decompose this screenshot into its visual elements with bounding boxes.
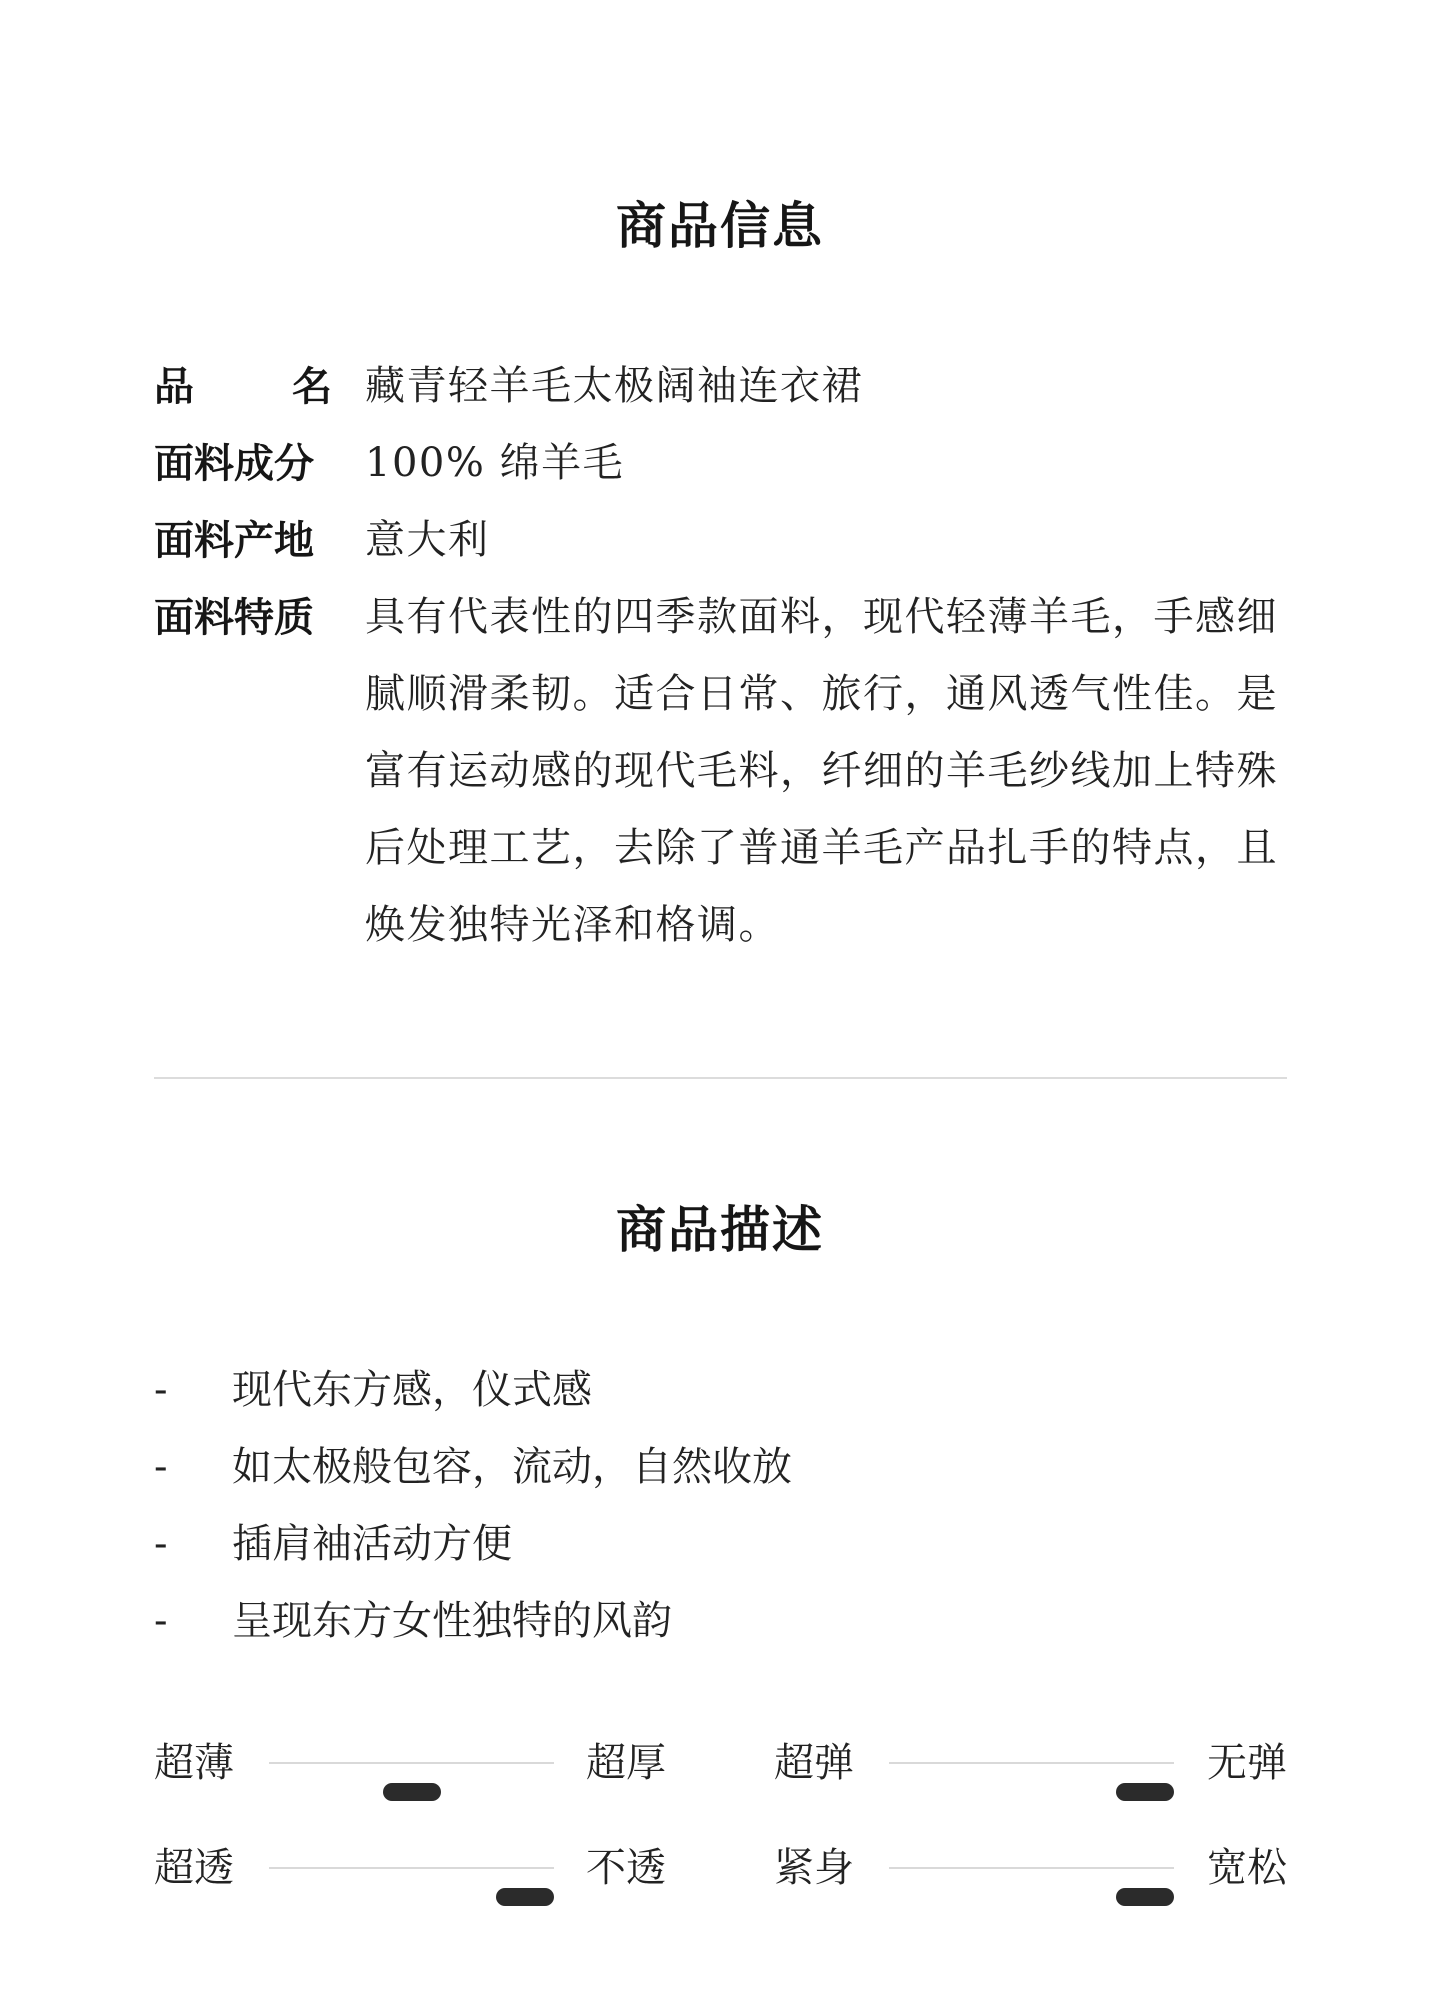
scale-left-label: 超弹 <box>774 1740 854 1786</box>
info-label-name <box>154 348 332 425</box>
opacity-scale <box>154 1838 666 1898</box>
description-list <box>154 1352 792 1660</box>
info-label-name-char: 名 <box>292 363 332 410</box>
scale-left-label: 超薄 <box>154 1740 234 1786</box>
list-item <box>154 1429 792 1506</box>
info-value-name: 藏青轻羊毛太极阔袖连衣裙 <box>365 363 863 409</box>
info-row-origin <box>154 502 1294 579</box>
thickness-scale <box>154 1733 666 1793</box>
scale-right-label: 无弹 <box>1207 1740 1287 1786</box>
list-item <box>154 1506 792 1583</box>
list-item-text: 呈现东方女性独特的风韵 <box>232 1598 672 1644</box>
list-item-text: 如太极般包容，流动，自然收放 <box>232 1444 792 1490</box>
scale-indicator <box>496 1888 554 1906</box>
info-label-feature: 面料特质 <box>154 594 314 641</box>
list-item-text: 插肩袖活动方便 <box>232 1521 512 1567</box>
scale-track <box>269 1867 554 1869</box>
product-description-title: 商品描述 <box>616 1200 824 1259</box>
info-row-name <box>154 348 1294 425</box>
info-label-composition: 面料成分 <box>154 440 314 487</box>
list-item <box>154 1583 792 1660</box>
info-row-feature <box>154 579 1294 964</box>
scale-left-label: 紧身 <box>774 1845 854 1891</box>
info-value-origin: 意大利 <box>365 517 490 563</box>
scale-indicator <box>1116 1888 1174 1906</box>
scale-indicator <box>1116 1783 1174 1801</box>
product-info-title: 商品信息 <box>616 196 824 255</box>
dash-bullet: - <box>154 1444 168 1490</box>
dash-bullet: - <box>154 1367 168 1413</box>
scale-track <box>889 1867 1174 1869</box>
dash-bullet: - <box>154 1521 168 1567</box>
info-value-feature: 具有代表性的四季款面料，现代轻薄羊毛，手感细腻顺滑柔韧。适合日常、旅行，通风透气性佳。是富有运动感的现代毛料，纤细的羊毛纱线加上特殊后处理工艺，去除了普通羊毛产品扎手的特点，且焕发独特光泽和格调。 <box>365 594 1278 948</box>
scale-track <box>269 1762 554 1764</box>
info-label-origin: 面料产地 <box>154 517 314 564</box>
list-item-text: 现代东方感，仪式感 <box>232 1367 592 1413</box>
info-value-composition: 100% 绵羊毛 <box>365 440 625 486</box>
scale-left-label: 超透 <box>154 1845 234 1891</box>
scale-indicator <box>383 1783 441 1801</box>
info-row-composition <box>154 425 1294 502</box>
scale-right-label: 超厚 <box>586 1740 666 1786</box>
scale-track <box>889 1762 1174 1764</box>
elasticity-scale <box>774 1733 1287 1793</box>
list-item <box>154 1352 792 1429</box>
scale-right-label: 宽松 <box>1207 1845 1287 1891</box>
info-label-name-char: 品 <box>154 363 194 410</box>
section-divider <box>154 1077 1287 1079</box>
fit-scale <box>774 1838 1287 1898</box>
scale-right-label: 不透 <box>586 1845 666 1891</box>
dash-bullet: - <box>154 1598 168 1644</box>
